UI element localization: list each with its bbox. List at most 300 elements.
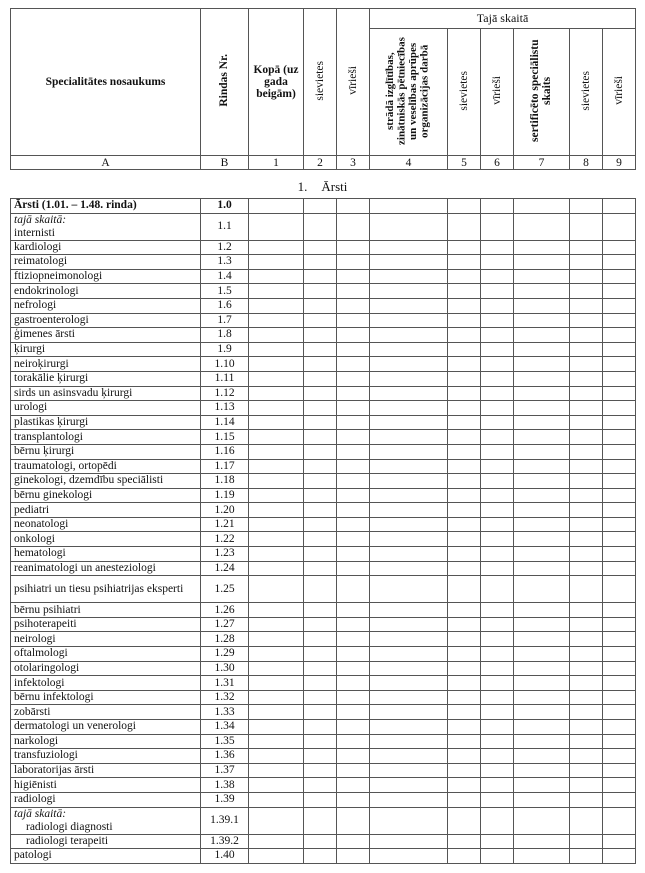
value-cell[interactable] [448,705,481,720]
value-cell[interactable] [570,328,603,343]
value-cell[interactable] [481,430,514,445]
value-cell[interactable] [249,807,304,834]
value-cell[interactable] [481,298,514,313]
value-cell[interactable] [603,517,636,532]
value-cell[interactable] [570,342,603,357]
value-cell[interactable] [370,792,448,807]
value-cell[interactable] [370,676,448,691]
value-cell[interactable] [249,778,304,793]
value-cell[interactable] [603,415,636,430]
value-cell[interactable] [370,459,448,474]
value-cell[interactable] [249,676,304,691]
value-cell[interactable] [514,199,570,214]
value-cell[interactable] [337,284,370,299]
value-cell[interactable] [481,459,514,474]
value-cell[interactable] [370,386,448,401]
value-cell[interactable] [603,199,636,214]
value-cell[interactable] [249,834,304,849]
value-cell[interactable] [570,532,603,547]
value-cell[interactable] [249,401,304,416]
value-cell[interactable] [603,834,636,849]
value-cell[interactable] [514,328,570,343]
value-cell[interactable] [249,213,304,240]
value-cell[interactable] [304,430,337,445]
value-cell[interactable] [570,444,603,459]
value-cell[interactable] [570,371,603,386]
value-cell[interactable] [570,792,603,807]
value-cell[interactable] [448,532,481,547]
value-cell[interactable] [603,849,636,864]
value-cell[interactable] [570,213,603,240]
value-cell[interactable] [448,342,481,357]
value-cell[interactable] [370,199,448,214]
value-cell[interactable] [448,240,481,255]
value-cell[interactable] [448,849,481,864]
value-cell[interactable] [304,647,337,662]
value-cell[interactable] [603,401,636,416]
value-cell[interactable] [514,807,570,834]
value-cell[interactable] [514,415,570,430]
value-cell[interactable] [249,849,304,864]
value-cell[interactable] [370,474,448,489]
value-cell[interactable] [370,690,448,705]
value-cell[interactable] [370,705,448,720]
value-cell[interactable] [481,284,514,299]
value-cell[interactable] [448,661,481,676]
value-cell[interactable] [481,676,514,691]
value-cell[interactable] [304,576,337,603]
value-cell[interactable] [570,199,603,214]
value-cell[interactable] [603,503,636,518]
value-cell[interactable] [448,474,481,489]
value-cell[interactable] [249,705,304,720]
value-cell[interactable] [337,576,370,603]
value-cell[interactable] [249,561,304,576]
value-cell[interactable] [337,661,370,676]
value-cell[interactable] [304,720,337,735]
value-cell[interactable] [481,661,514,676]
value-cell[interactable] [249,199,304,214]
value-cell[interactable] [448,749,481,764]
value-cell[interactable] [603,647,636,662]
value-cell[interactable] [249,576,304,603]
value-cell[interactable] [481,517,514,532]
value-cell[interactable] [603,792,636,807]
value-cell[interactable] [249,430,304,445]
value-cell[interactable] [370,357,448,372]
value-cell[interactable] [370,269,448,284]
value-cell[interactable] [448,213,481,240]
value-cell[interactable] [370,488,448,503]
value-cell[interactable] [448,603,481,618]
value-cell[interactable] [514,561,570,576]
value-cell[interactable] [304,676,337,691]
value-cell[interactable] [370,255,448,270]
value-cell[interactable] [603,255,636,270]
value-cell[interactable] [337,430,370,445]
value-cell[interactable] [603,284,636,299]
value-cell[interactable] [603,328,636,343]
value-cell[interactable] [249,647,304,662]
value-cell[interactable] [249,749,304,764]
value-cell[interactable] [337,705,370,720]
value-cell[interactable] [570,240,603,255]
value-cell[interactable] [337,849,370,864]
value-cell[interactable] [304,269,337,284]
value-cell[interactable] [249,255,304,270]
value-cell[interactable] [448,199,481,214]
value-cell[interactable] [337,357,370,372]
value-cell[interactable] [514,386,570,401]
value-cell[interactable] [448,647,481,662]
value-cell[interactable] [481,647,514,662]
value-cell[interactable] [249,474,304,489]
value-cell[interactable] [304,617,337,632]
value-cell[interactable] [304,561,337,576]
value-cell[interactable] [448,676,481,691]
value-cell[interactable] [337,503,370,518]
value-cell[interactable] [304,690,337,705]
value-cell[interactable] [481,444,514,459]
value-cell[interactable] [337,547,370,562]
value-cell[interactable] [249,284,304,299]
value-cell[interactable] [481,240,514,255]
value-cell[interactable] [337,676,370,691]
value-cell[interactable] [337,617,370,632]
value-cell[interactable] [514,255,570,270]
value-cell[interactable] [370,778,448,793]
value-cell[interactable] [514,734,570,749]
value-cell[interactable] [370,298,448,313]
value-cell[interactable] [514,576,570,603]
value-cell[interactable] [304,632,337,647]
value-cell[interactable] [337,240,370,255]
value-cell[interactable] [249,503,304,518]
value-cell[interactable] [514,617,570,632]
value-cell[interactable] [603,676,636,691]
value-cell[interactable] [481,705,514,720]
value-cell[interactable] [370,401,448,416]
value-cell[interactable] [249,459,304,474]
value-cell[interactable] [337,342,370,357]
value-cell[interactable] [514,213,570,240]
value-cell[interactable] [304,298,337,313]
value-cell[interactable] [514,778,570,793]
value-cell[interactable] [514,444,570,459]
value-cell[interactable] [481,342,514,357]
value-cell[interactable] [370,284,448,299]
value-cell[interactable] [370,849,448,864]
value-cell[interactable] [249,386,304,401]
value-cell[interactable] [304,532,337,547]
value-cell[interactable] [603,444,636,459]
value-cell[interactable] [304,342,337,357]
value-cell[interactable] [337,792,370,807]
value-cell[interactable] [514,357,570,372]
value-cell[interactable] [570,430,603,445]
value-cell[interactable] [570,269,603,284]
value-cell[interactable] [603,617,636,632]
value-cell[interactable] [514,503,570,518]
value-cell[interactable] [249,328,304,343]
value-cell[interactable] [514,430,570,445]
value-cell[interactable] [249,617,304,632]
value-cell[interactable] [603,749,636,764]
value-cell[interactable] [603,386,636,401]
value-cell[interactable] [370,517,448,532]
value-cell[interactable] [603,632,636,647]
value-cell[interactable] [570,763,603,778]
value-cell[interactable] [249,415,304,430]
value-cell[interactable] [481,849,514,864]
value-cell[interactable] [304,213,337,240]
value-cell[interactable] [304,488,337,503]
value-cell[interactable] [514,240,570,255]
value-cell[interactable] [570,603,603,618]
value-cell[interactable] [337,415,370,430]
value-cell[interactable] [481,386,514,401]
value-cell[interactable] [514,690,570,705]
value-cell[interactable] [514,313,570,328]
value-cell[interactable] [337,807,370,834]
value-cell[interactable] [448,328,481,343]
value-cell[interactable] [448,313,481,328]
value-cell[interactable] [337,313,370,328]
value-cell[interactable] [370,532,448,547]
value-cell[interactable] [481,269,514,284]
value-cell[interactable] [337,199,370,214]
value-cell[interactable] [481,547,514,562]
value-cell[interactable] [337,690,370,705]
value-cell[interactable] [603,576,636,603]
value-cell[interactable] [448,357,481,372]
value-cell[interactable] [603,474,636,489]
value-cell[interactable] [249,357,304,372]
value-cell[interactable] [304,255,337,270]
value-cell[interactable] [570,705,603,720]
value-cell[interactable] [304,807,337,834]
value-cell[interactable] [481,474,514,489]
value-cell[interactable] [448,444,481,459]
value-cell[interactable] [481,834,514,849]
value-cell[interactable] [448,617,481,632]
value-cell[interactable] [603,240,636,255]
value-cell[interactable] [603,357,636,372]
value-cell[interactable] [570,488,603,503]
value-cell[interactable] [448,720,481,735]
value-cell[interactable] [249,298,304,313]
value-cell[interactable] [603,807,636,834]
value-cell[interactable] [481,617,514,632]
value-cell[interactable] [514,632,570,647]
value-cell[interactable] [570,676,603,691]
value-cell[interactable] [370,328,448,343]
value-cell[interactable] [249,371,304,386]
value-cell[interactable] [570,849,603,864]
value-cell[interactable] [370,576,448,603]
value-cell[interactable] [337,255,370,270]
value-cell[interactable] [514,676,570,691]
value-cell[interactable] [304,328,337,343]
value-cell[interactable] [514,488,570,503]
value-cell[interactable] [370,430,448,445]
value-cell[interactable] [514,834,570,849]
value-cell[interactable] [370,503,448,518]
value-cell[interactable] [448,834,481,849]
value-cell[interactable] [249,720,304,735]
value-cell[interactable] [304,284,337,299]
value-cell[interactable] [337,734,370,749]
value-cell[interactable] [448,284,481,299]
value-cell[interactable] [514,849,570,864]
value-cell[interactable] [337,778,370,793]
value-cell[interactable] [249,313,304,328]
value-cell[interactable] [304,415,337,430]
value-cell[interactable] [249,661,304,676]
value-cell[interactable] [370,415,448,430]
value-cell[interactable] [370,834,448,849]
value-cell[interactable] [570,298,603,313]
value-cell[interactable] [570,778,603,793]
value-cell[interactable] [448,547,481,562]
value-cell[interactable] [448,690,481,705]
value-cell[interactable] [448,269,481,284]
value-cell[interactable] [570,749,603,764]
value-cell[interactable] [304,386,337,401]
value-cell[interactable] [570,632,603,647]
value-cell[interactable] [448,807,481,834]
value-cell[interactable] [337,632,370,647]
value-cell[interactable] [603,342,636,357]
value-cell[interactable] [603,532,636,547]
value-cell[interactable] [304,749,337,764]
value-cell[interactable] [570,255,603,270]
value-cell[interactable] [448,386,481,401]
value-cell[interactable] [481,532,514,547]
value-cell[interactable] [603,603,636,618]
value-cell[interactable] [481,415,514,430]
value-cell[interactable] [337,269,370,284]
value-cell[interactable] [448,430,481,445]
value-cell[interactable] [448,792,481,807]
value-cell[interactable] [570,474,603,489]
value-cell[interactable] [514,517,570,532]
value-cell[interactable] [570,517,603,532]
value-cell[interactable] [448,459,481,474]
value-cell[interactable] [514,342,570,357]
value-cell[interactable] [481,371,514,386]
value-cell[interactable] [304,357,337,372]
value-cell[interactable] [370,647,448,662]
value-cell[interactable] [304,199,337,214]
value-cell[interactable] [370,807,448,834]
value-cell[interactable] [514,720,570,735]
value-cell[interactable] [481,576,514,603]
value-cell[interactable] [337,444,370,459]
value-cell[interactable] [481,603,514,618]
value-cell[interactable] [514,749,570,764]
value-cell[interactable] [337,749,370,764]
value-cell[interactable] [370,547,448,562]
value-cell[interactable] [370,734,448,749]
value-cell[interactable] [481,503,514,518]
value-cell[interactable] [337,328,370,343]
value-cell[interactable] [337,459,370,474]
value-cell[interactable] [304,503,337,518]
value-cell[interactable] [249,488,304,503]
value-cell[interactable] [514,298,570,313]
value-cell[interactable] [603,561,636,576]
value-cell[interactable] [448,734,481,749]
value-cell[interactable] [304,401,337,416]
value-cell[interactable] [570,459,603,474]
value-cell[interactable] [481,357,514,372]
value-cell[interactable] [337,401,370,416]
value-cell[interactable] [448,763,481,778]
value-cell[interactable] [481,778,514,793]
value-cell[interactable] [249,547,304,562]
value-cell[interactable] [304,778,337,793]
value-cell[interactable] [448,517,481,532]
value-cell[interactable] [603,488,636,503]
value-cell[interactable] [481,313,514,328]
value-cell[interactable] [481,632,514,647]
value-cell[interactable] [570,834,603,849]
value-cell[interactable] [249,690,304,705]
value-cell[interactable] [370,617,448,632]
value-cell[interactable] [337,647,370,662]
value-cell[interactable] [448,255,481,270]
value-cell[interactable] [570,386,603,401]
value-cell[interactable] [514,474,570,489]
value-cell[interactable] [603,705,636,720]
value-cell[interactable] [370,749,448,764]
value-cell[interactable] [448,371,481,386]
value-cell[interactable] [370,371,448,386]
value-cell[interactable] [481,807,514,834]
value-cell[interactable] [304,661,337,676]
value-cell[interactable] [514,792,570,807]
value-cell[interactable] [370,661,448,676]
value-cell[interactable] [448,298,481,313]
value-cell[interactable] [370,342,448,357]
value-cell[interactable] [570,284,603,299]
value-cell[interactable] [337,720,370,735]
value-cell[interactable] [304,371,337,386]
value-cell[interactable] [370,444,448,459]
value-cell[interactable] [603,690,636,705]
value-cell[interactable] [448,488,481,503]
value-cell[interactable] [514,603,570,618]
value-cell[interactable] [603,269,636,284]
value-cell[interactable] [448,561,481,576]
value-cell[interactable] [337,834,370,849]
value-cell[interactable] [481,720,514,735]
value-cell[interactable] [570,807,603,834]
value-cell[interactable] [514,763,570,778]
value-cell[interactable] [481,255,514,270]
value-cell[interactable] [304,705,337,720]
value-cell[interactable] [337,561,370,576]
value-cell[interactable] [603,298,636,313]
value-cell[interactable] [514,705,570,720]
value-cell[interactable] [514,284,570,299]
value-cell[interactable] [304,240,337,255]
value-cell[interactable] [304,603,337,618]
value-cell[interactable] [570,720,603,735]
value-cell[interactable] [448,576,481,603]
value-cell[interactable] [304,763,337,778]
